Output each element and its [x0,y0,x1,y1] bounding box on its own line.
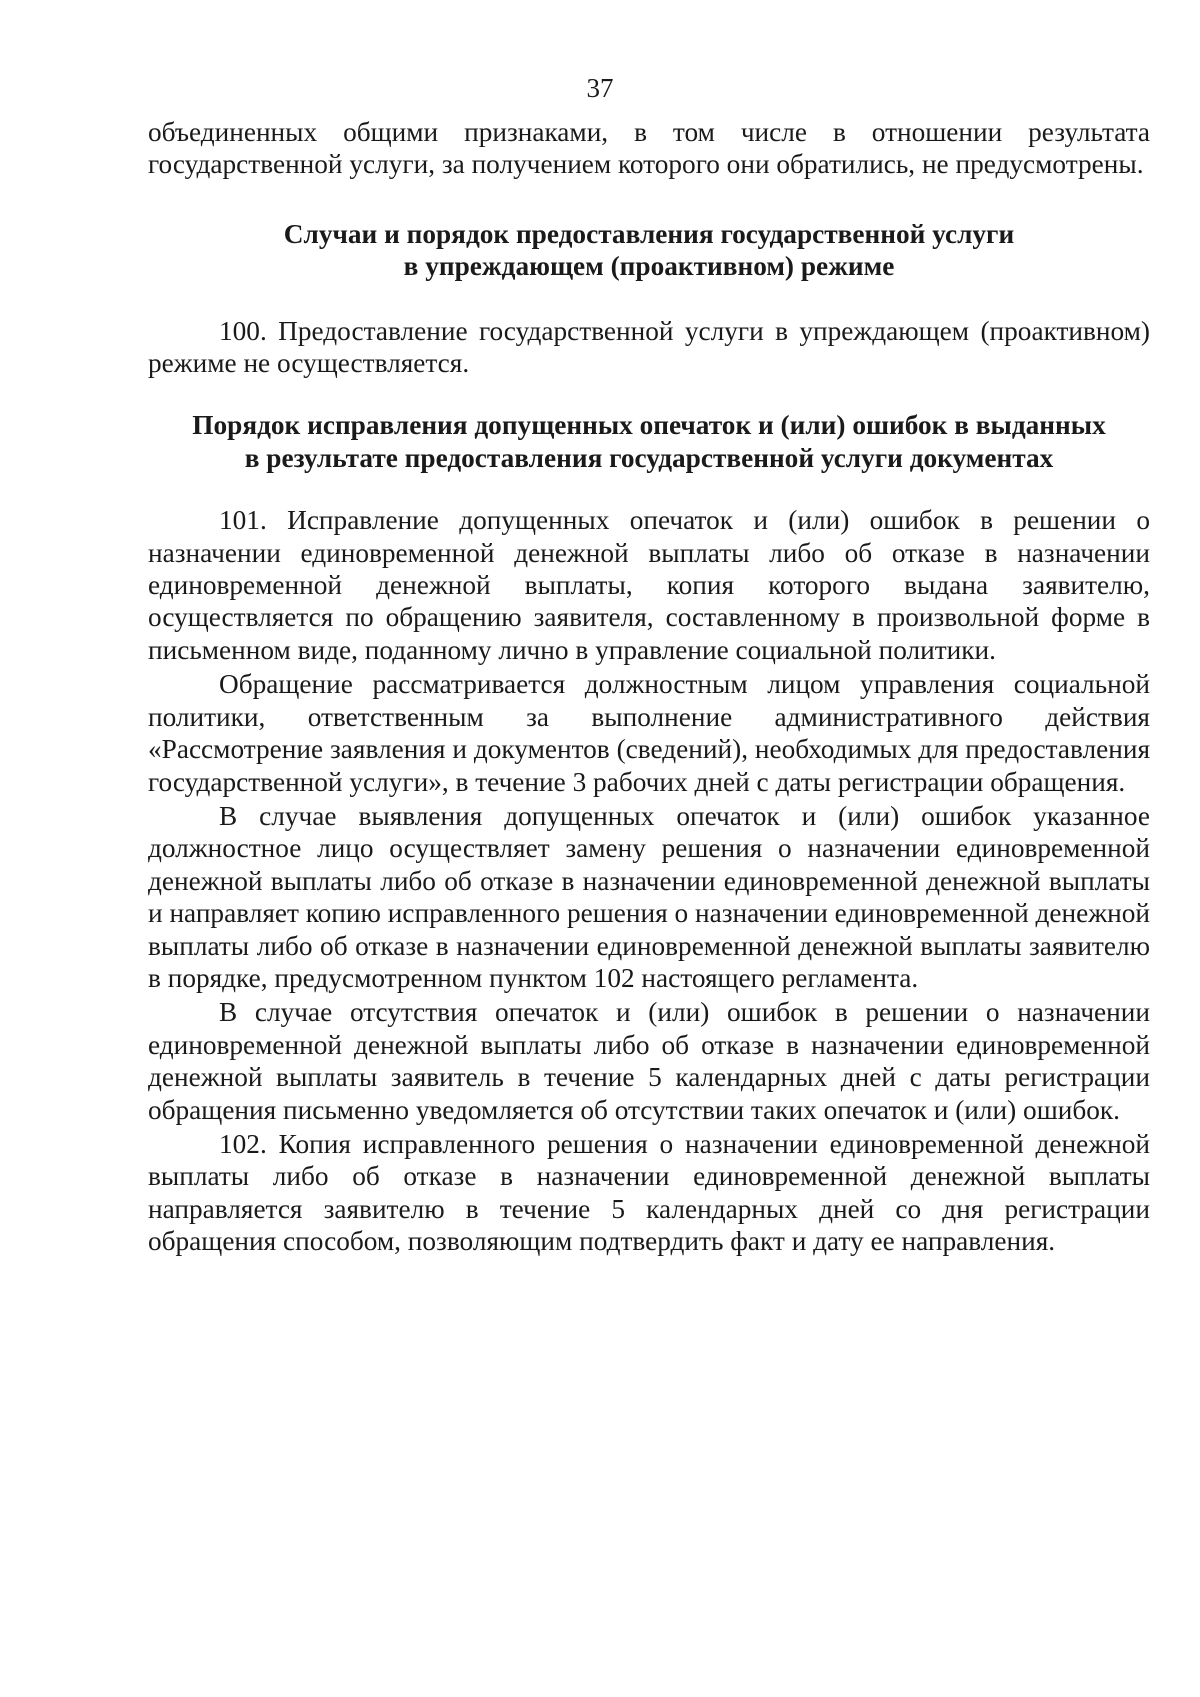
paragraph-101: 101. Исправление допущенных опечаток и (или) ошибок в решении о назначении единовременной денежной выплаты либо об отказе в назначении единовременной денежной выплаты, копия которого выдана заявителю, осуществляется по обращению заявителя, составленному в произвольной форме в письменном виде, поданному лично в управление социальной политики. [148,505,1150,665]
paragraph-no-errors: В случае отсутствия опечаток и (или) ошибок в решении о назначении единовременной денежной выплаты либо об отказе в назначении единовременной денежной выплаты заявитель в течение 5 календарных дней с даты регистрации обращения письменно уведомляется об отсутствии таких опечаток и (или) ошибок. [148,997,1150,1125]
heading-line: Случаи и порядок предоставления государственной услуги [283,218,1015,249]
heading-line: в упреждающем (проактивном) режиме [403,251,895,282]
paragraph-100: 100. Предоставление государственной услуги в упреждающем (проактивном) режиме не осуществляется. [148,315,1150,379]
heading-line: Порядок исправления допущенных опечаток и (или) ошибок в выданных [192,410,1106,441]
section-heading-error-correction [148,409,1150,474]
section-heading-proactive-mode [148,218,1150,283]
paragraph-errors-found: В случае выявления допущенных опечаток и (или) ошибок указанное должностное лицо осуществляет замену решения о назначении единовременной денежной выплаты либо об отказе в назначении единовременной денежной выплаты и направляет копию исправленного решения о назначении единовременной денежной выплаты либо об отказе в назначении единовременной денежной выплаты заявителю в порядке, предусмотренном пунктом 102 настоящего регламента. [148,800,1150,993]
heading-line: в результате предоставления государственной услуги документах [244,442,1054,473]
intro-paragraph: объединенных общими признаками, в том числе в отношении результата государственной услуги, за получением которого они обратились, не предусмотрены. [148,117,1150,180]
paragraph-review: Обращение рассматривается должностным лицом управления социальной политики, ответственным за выполнение административного действия «Рассмотрение заявления и документов (сведений), необходимых для предоставления государственной услуги», в течение 3 рабочих дней с даты регистрации обращения. [148,669,1150,797]
page-content [148,116,1150,1258]
page-number: 37 [586,73,614,103]
paragraph-102: 102. Копия исправленного решения о назначении единовременной денежной выплаты либо об отказе в назначении единовременной денежной выплаты направляется заявителю в течение 5 календарных дней со дня регистрации обращения способом, позволяющим подтвердить факт и дату ее направления. [148,1128,1150,1257]
